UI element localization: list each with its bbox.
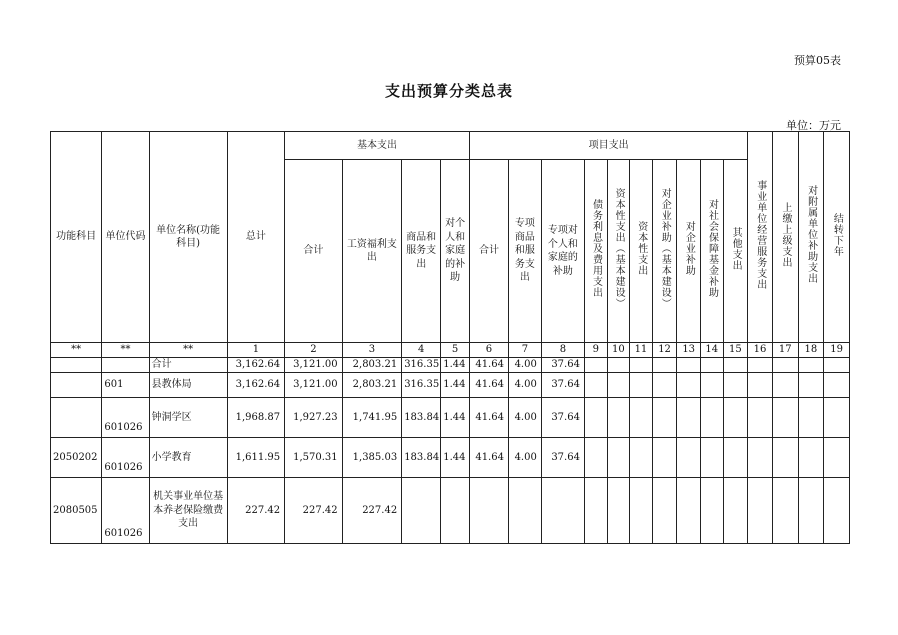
cell-b-total: 3,121.00 [285, 373, 343, 398]
cell-unit-code [102, 358, 149, 373]
cell-goods: 183.84 [402, 398, 441, 438]
cell-personal: 1.44 [441, 358, 470, 373]
header-func-subject: 功能科目 [51, 132, 102, 343]
cell-empty [772, 438, 798, 478]
cell-empty [723, 373, 748, 398]
cell-empty [584, 398, 607, 438]
cell-unit-name: 县教体局 [149, 373, 227, 398]
header-remit-upper: 上缴上级支出 [772, 132, 798, 343]
cell-b-total: 227.42 [285, 478, 343, 544]
index-cell: 11 [630, 343, 653, 358]
cell-empty [652, 478, 677, 544]
cell-empty [723, 478, 748, 544]
cell-empty [700, 358, 723, 373]
cell-p-total: 41.64 [469, 373, 508, 398]
cell-empty [748, 478, 773, 544]
cell-empty [677, 398, 701, 438]
cell-func-subject: 2050202 [51, 438, 102, 478]
cell-empty [798, 373, 824, 398]
cell-empty [630, 373, 653, 398]
header-business-expense: 事业单位经营服务支出 [748, 132, 773, 343]
header-carry-forward: 结转下年 [824, 132, 850, 343]
cell-empty [677, 478, 701, 544]
index-cell: 14 [700, 343, 723, 358]
cell-func-subject: 2080505 [51, 478, 102, 544]
cell-empty [652, 373, 677, 398]
cell-goods: 316.35 [402, 373, 441, 398]
cell-total: 3,162.64 [227, 358, 285, 373]
page-title: 支出预算分类总表 [384, 82, 513, 100]
index-cell: 13 [677, 343, 701, 358]
cell-empty [700, 478, 723, 544]
cell-total: 3,162.64 [227, 373, 285, 398]
cell-p-goods: 4.00 [508, 358, 541, 373]
cell-empty [824, 398, 850, 438]
cell-unit-code: 601 [102, 373, 149, 398]
cell-empty [607, 438, 630, 478]
header-other: 其他支出 [723, 160, 748, 343]
cell-empty [824, 438, 850, 478]
index-cell: 7 [508, 343, 541, 358]
cell-p-total [469, 478, 508, 544]
header-basic-group: 基本支出 [285, 132, 470, 160]
cell-empty [677, 438, 701, 478]
cell-empty [584, 438, 607, 478]
header-enterprise-subsidy-construction: 对企业补助（基本建设） [652, 160, 677, 343]
cell-p-personal: 37.64 [541, 373, 584, 398]
index-cell: 4 [402, 343, 441, 358]
cell-empty [772, 373, 798, 398]
cell-goods: 183.84 [402, 438, 441, 478]
cell-wages: 1,385.03 [342, 438, 402, 478]
cell-empty [652, 398, 677, 438]
cell-total: 1,611.95 [227, 438, 285, 478]
cell-empty [748, 398, 773, 438]
cell-empty [584, 358, 607, 373]
header-personal-subsidy: 对个人和家庭的补助 [441, 160, 470, 343]
cell-wages: 2,803.21 [342, 373, 402, 398]
index-cell: 5 [441, 343, 470, 358]
cell-empty [723, 358, 748, 373]
cell-unit-name: 小学教育 [149, 438, 227, 478]
index-cell: 8 [541, 343, 584, 358]
cell-wages: 227.42 [342, 478, 402, 544]
cell-empty [607, 398, 630, 438]
index-cell: 19 [824, 343, 850, 358]
cell-wages: 2,803.21 [342, 358, 402, 373]
cell-total: 227.42 [227, 478, 285, 544]
header-social-security-subsidy: 对社会保障基金补助 [700, 160, 723, 343]
cell-p-personal: 37.64 [541, 398, 584, 438]
cell-empty [607, 478, 630, 544]
cell-empty [824, 478, 850, 544]
cell-empty [824, 373, 850, 398]
unit-label: 单位：万元 [786, 119, 841, 132]
cell-unit-name: 合计 [149, 358, 227, 373]
cell-empty [798, 438, 824, 478]
cell-empty [748, 373, 773, 398]
cell-total: 1,968.87 [227, 398, 285, 438]
cell-p-personal: 37.64 [541, 358, 584, 373]
header-proj-goods: 专项商品和服务支出 [508, 160, 541, 343]
index-cell: 15 [723, 343, 748, 358]
index-cell: 3 [342, 343, 402, 358]
table-row [51, 438, 850, 478]
table-row [51, 398, 850, 438]
header-unit-name: 单位名称(功能科目) [149, 132, 227, 343]
cell-empty [677, 358, 701, 373]
header-subsidiary-subsidy: 对附属单位补助支出 [798, 132, 824, 343]
index-cell: 12 [652, 343, 677, 358]
index-cell: 1 [227, 343, 285, 358]
document-code: 预算05表 [794, 54, 841, 67]
cell-func-subject [51, 398, 102, 438]
header-proj-total: 合计 [469, 160, 508, 343]
index-cell: 10 [607, 343, 630, 358]
cell-p-goods: 4.00 [508, 398, 541, 438]
table-row [51, 478, 850, 544]
cell-personal: 1.44 [441, 373, 470, 398]
cell-empty [798, 478, 824, 544]
index-cell: 9 [584, 343, 607, 358]
header-debt-interest: 债务利息及费用支出 [584, 160, 607, 343]
header-project-group: 项目支出 [469, 132, 747, 160]
cell-empty [652, 358, 677, 373]
header-wages: 工资福利支出 [342, 160, 402, 343]
cell-empty [723, 438, 748, 478]
cell-empty [607, 373, 630, 398]
cell-p-personal: 37.64 [541, 438, 584, 478]
header-proj-personal: 专项对个人和家庭的补助 [541, 160, 584, 343]
index-row [51, 343, 850, 358]
index-cell: 16 [748, 343, 773, 358]
cell-empty [824, 358, 850, 373]
cell-p-goods [508, 478, 541, 544]
index-cell: 17 [772, 343, 798, 358]
cell-p-total: 41.64 [469, 358, 508, 373]
cell-p-total: 41.64 [469, 398, 508, 438]
cell-b-total: 1,570.31 [285, 438, 343, 478]
cell-empty [677, 373, 701, 398]
cell-p-goods: 4.00 [508, 373, 541, 398]
index-cell: 18 [798, 343, 824, 358]
cell-empty [584, 478, 607, 544]
cell-empty [798, 358, 824, 373]
cell-empty [772, 478, 798, 544]
cell-unit-name: 机关事业单位基本养老保险缴费支出 [149, 478, 227, 544]
cell-empty [607, 358, 630, 373]
cell-personal [441, 478, 470, 544]
cell-empty [748, 358, 773, 373]
table-row [51, 358, 850, 373]
budget-table [50, 131, 850, 544]
cell-empty [772, 398, 798, 438]
cell-goods [402, 478, 441, 544]
cell-unit-code: 601026 [102, 478, 149, 544]
header-total: 总计 [227, 132, 285, 343]
cell-unit-code: 601026 [102, 438, 149, 478]
cell-p-goods: 4.00 [508, 438, 541, 478]
header-capital-construction: 资本性支出（基本建设） [607, 160, 630, 343]
cell-empty [584, 373, 607, 398]
header-goods-services: 商品和服务支出 [402, 160, 441, 343]
cell-wages: 1,741.95 [342, 398, 402, 438]
cell-empty [630, 438, 653, 478]
cell-empty [630, 358, 653, 373]
cell-b-total: 1,927.23 [285, 398, 343, 438]
index-cell: ** [51, 343, 102, 358]
cell-empty [723, 398, 748, 438]
cell-unit-name: 钟洞学区 [149, 398, 227, 438]
cell-goods: 316.35 [402, 358, 441, 373]
index-cell: 2 [285, 343, 343, 358]
cell-func-subject [51, 373, 102, 398]
cell-personal: 1.44 [441, 438, 470, 478]
cell-empty [652, 438, 677, 478]
header-unit-code: 单位代码 [102, 132, 149, 343]
cell-empty [772, 358, 798, 373]
cell-empty [700, 438, 723, 478]
cell-empty [700, 373, 723, 398]
header-basic-total: 合计 [285, 160, 343, 343]
cell-empty [630, 478, 653, 544]
index-cell: ** [102, 343, 149, 358]
cell-func-subject [51, 358, 102, 373]
cell-p-personal [541, 478, 584, 544]
cell-p-total: 41.64 [469, 438, 508, 478]
cell-empty [748, 438, 773, 478]
cell-personal: 1.44 [441, 398, 470, 438]
index-cell: 6 [469, 343, 508, 358]
cell-b-total: 3,121.00 [285, 358, 343, 373]
index-cell: ** [149, 343, 227, 358]
header-capital: 资本性支出 [630, 160, 653, 343]
cell-empty [630, 398, 653, 438]
cell-empty [700, 398, 723, 438]
table-row [51, 373, 850, 398]
header-enterprise-subsidy: 对企业补助 [677, 160, 701, 343]
cell-unit-code: 601026 [102, 398, 149, 438]
cell-empty [798, 398, 824, 438]
